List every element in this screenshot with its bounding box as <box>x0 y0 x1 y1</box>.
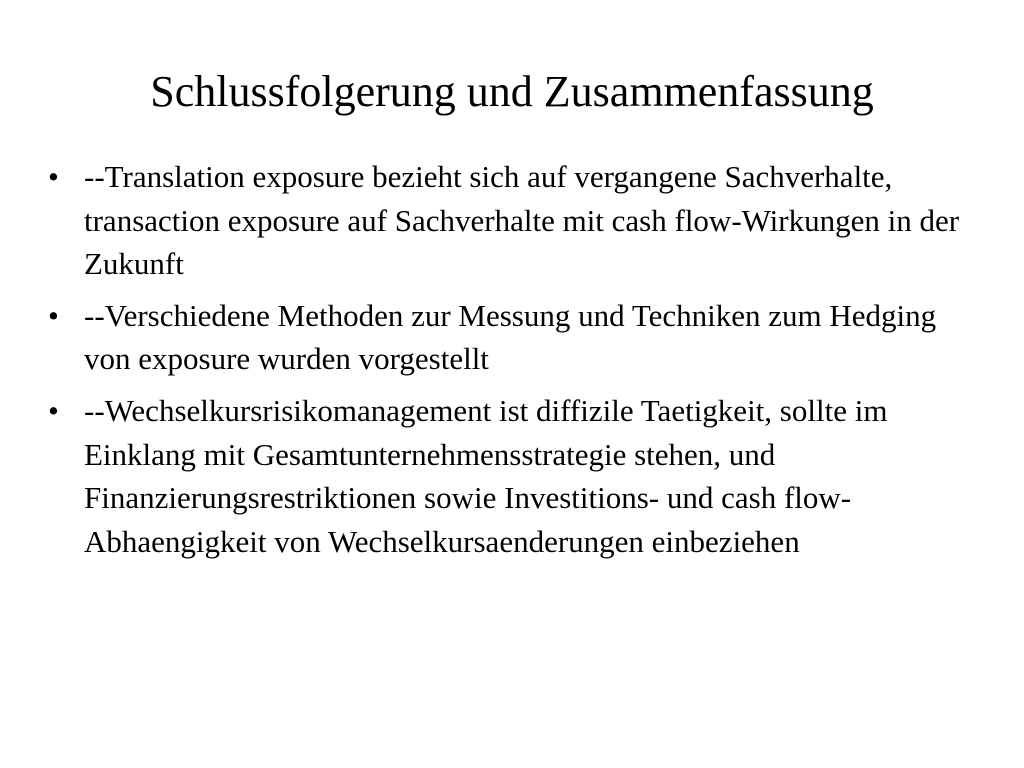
bullet-icon: • <box>48 159 59 194</box>
bullet-item-methoden-hedging <box>48 294 988 381</box>
bullet-icon: • <box>48 297 59 333</box>
bullet-list <box>48 155 988 571</box>
bullet-item-translation-exposure <box>48 155 988 286</box>
bullet-text: --Translation exposure bezieht sich auf vergangene Sachverhalte, transaction exposure auf Sachverhalte mit cash flow-Wirkungen in der Zukunft <box>84 159 960 282</box>
slide-title: Schlussfolgerung und Zusammenfassung <box>150 67 874 116</box>
bullet-icon: • <box>48 392 59 428</box>
bullet-text: --Wechselkursrisikomanagement ist diffizile Taetigkeit, sollte im Einklang mit Gesamtunternehmensstrategie stehen, und Finanzierungsrestriktionen sowie Investitions- und cash flow-Abhaengigkeit von Wechselkursaenderungen einbeziehen <box>84 392 888 559</box>
bullet-text: --Verschiedene Methoden zur Messung und Techniken zum Hedging von exposure wurden vorgestellt <box>84 297 937 377</box>
bullet-item-wechselkursrisikomanagement <box>48 389 988 563</box>
